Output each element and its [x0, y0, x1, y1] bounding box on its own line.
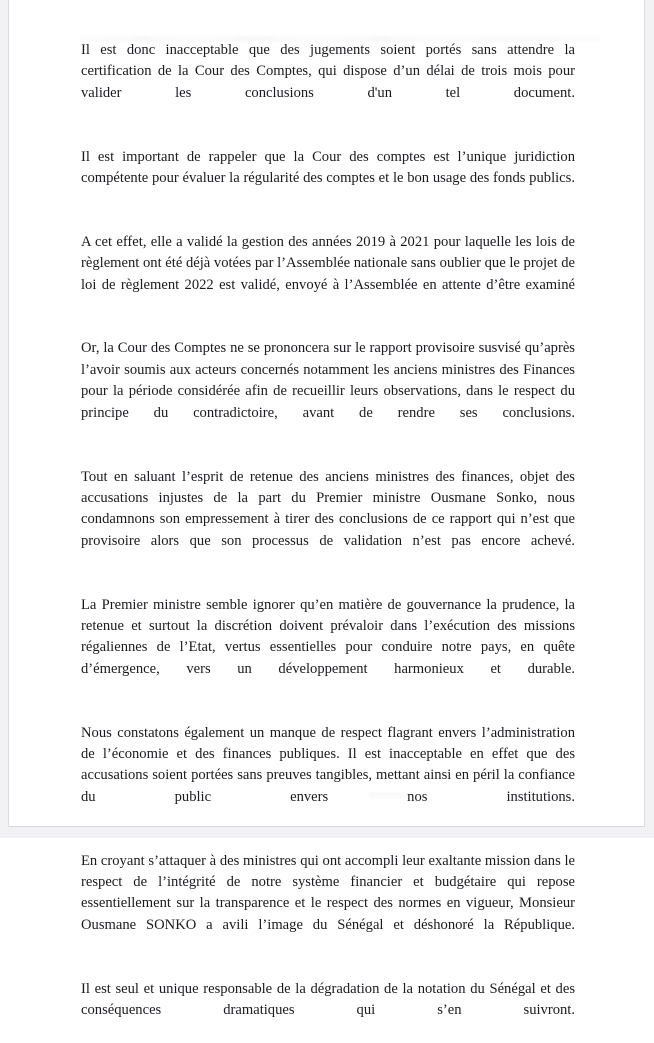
paragraph-2: Il est important de rappeler que la Cour des comptes est l’unique juridiction compétente pour évaluer la régularité des comptes et le bon usage des fonds publics.	[81, 148, 575, 187]
paragraph-8: En croyant s’attaquer à des ministres qui ont accompli leur exaltante mission dans le respect de l’intégrité de notre système financier et budgétaire qui repose essentiellement sur la transparence et le respect des normes en vigueur, Monsieur Ousmane SONKO a avili l’image du Sénégal et déshonoré la République.	[81, 852, 575, 933]
document-page-sheet	[8, 0, 645, 1019]
paragraph-3: A cet effet, elle a validé la gestion des années 2019 à 2021 pour laquelle les lois de règlement ont été déjà votées par l’Assemblée nationale sans oublier que le projet de loi de règlement 2022 est validé, envoyé à l’Assemblée en attente d’être examiné	[81, 233, 575, 293]
paragraph-5: Tout en saluant l’esprit de retenue des anciens ministres des finances, objet des accusations injustes de la part du Premier ministre Ousmane Sonko, nous condamnons son empressement à tirer des conclusions de ce rapport qui n’est que provisoire alors que son processus de validation n’est pas encore achevé.	[81, 468, 575, 549]
paragraph-7: Nous constatons également un manque de respect flagrant envers l’administration de l’économie et des finances publiques. Il est inacceptable en effet que des accusations soient portées sans preuves tangibles, mettant ainsi en péril la confiance du public envers nos institutions.	[81, 724, 575, 805]
paragraph-9: Il est seul et unique responsable de la dégradation de la notation du Sénégal et des conséquences dramatiques qui s’en suivront.	[81, 980, 575, 1019]
paragraph-6: La Premier ministre semble ignorer qu’en matière de gouvernance la prudence, la retenue et surtout la discrétion doivent prévaloir dans l’exécution des missions régaliennes de l’Etat, vertus essentielles pour conduire notre pays, en quête d’émergence, vers un développement harmonieux et durable.	[81, 596, 575, 677]
paragraph-1: Il est donc inacceptable que des jugements soient portés sans attendre la certification de la Cour des Comptes, qui dispose d’un délai de trois mois pour valider les conclusions d'un tel document.	[81, 42, 575, 101]
paragraph-4: Or, la Cour des Comptes ne se prononcera sur le rapport provisoire susvisé qu’après l’avoir soumis aux acteurs concernés notamment les anciens ministres des Finances pour la période considérée afin de recueillir leurs observations, dans le respect du principe du contradictoire, avant de rendre ses conclusions.	[81, 340, 575, 421]
document-body-text	[81, 40, 575, 1043]
